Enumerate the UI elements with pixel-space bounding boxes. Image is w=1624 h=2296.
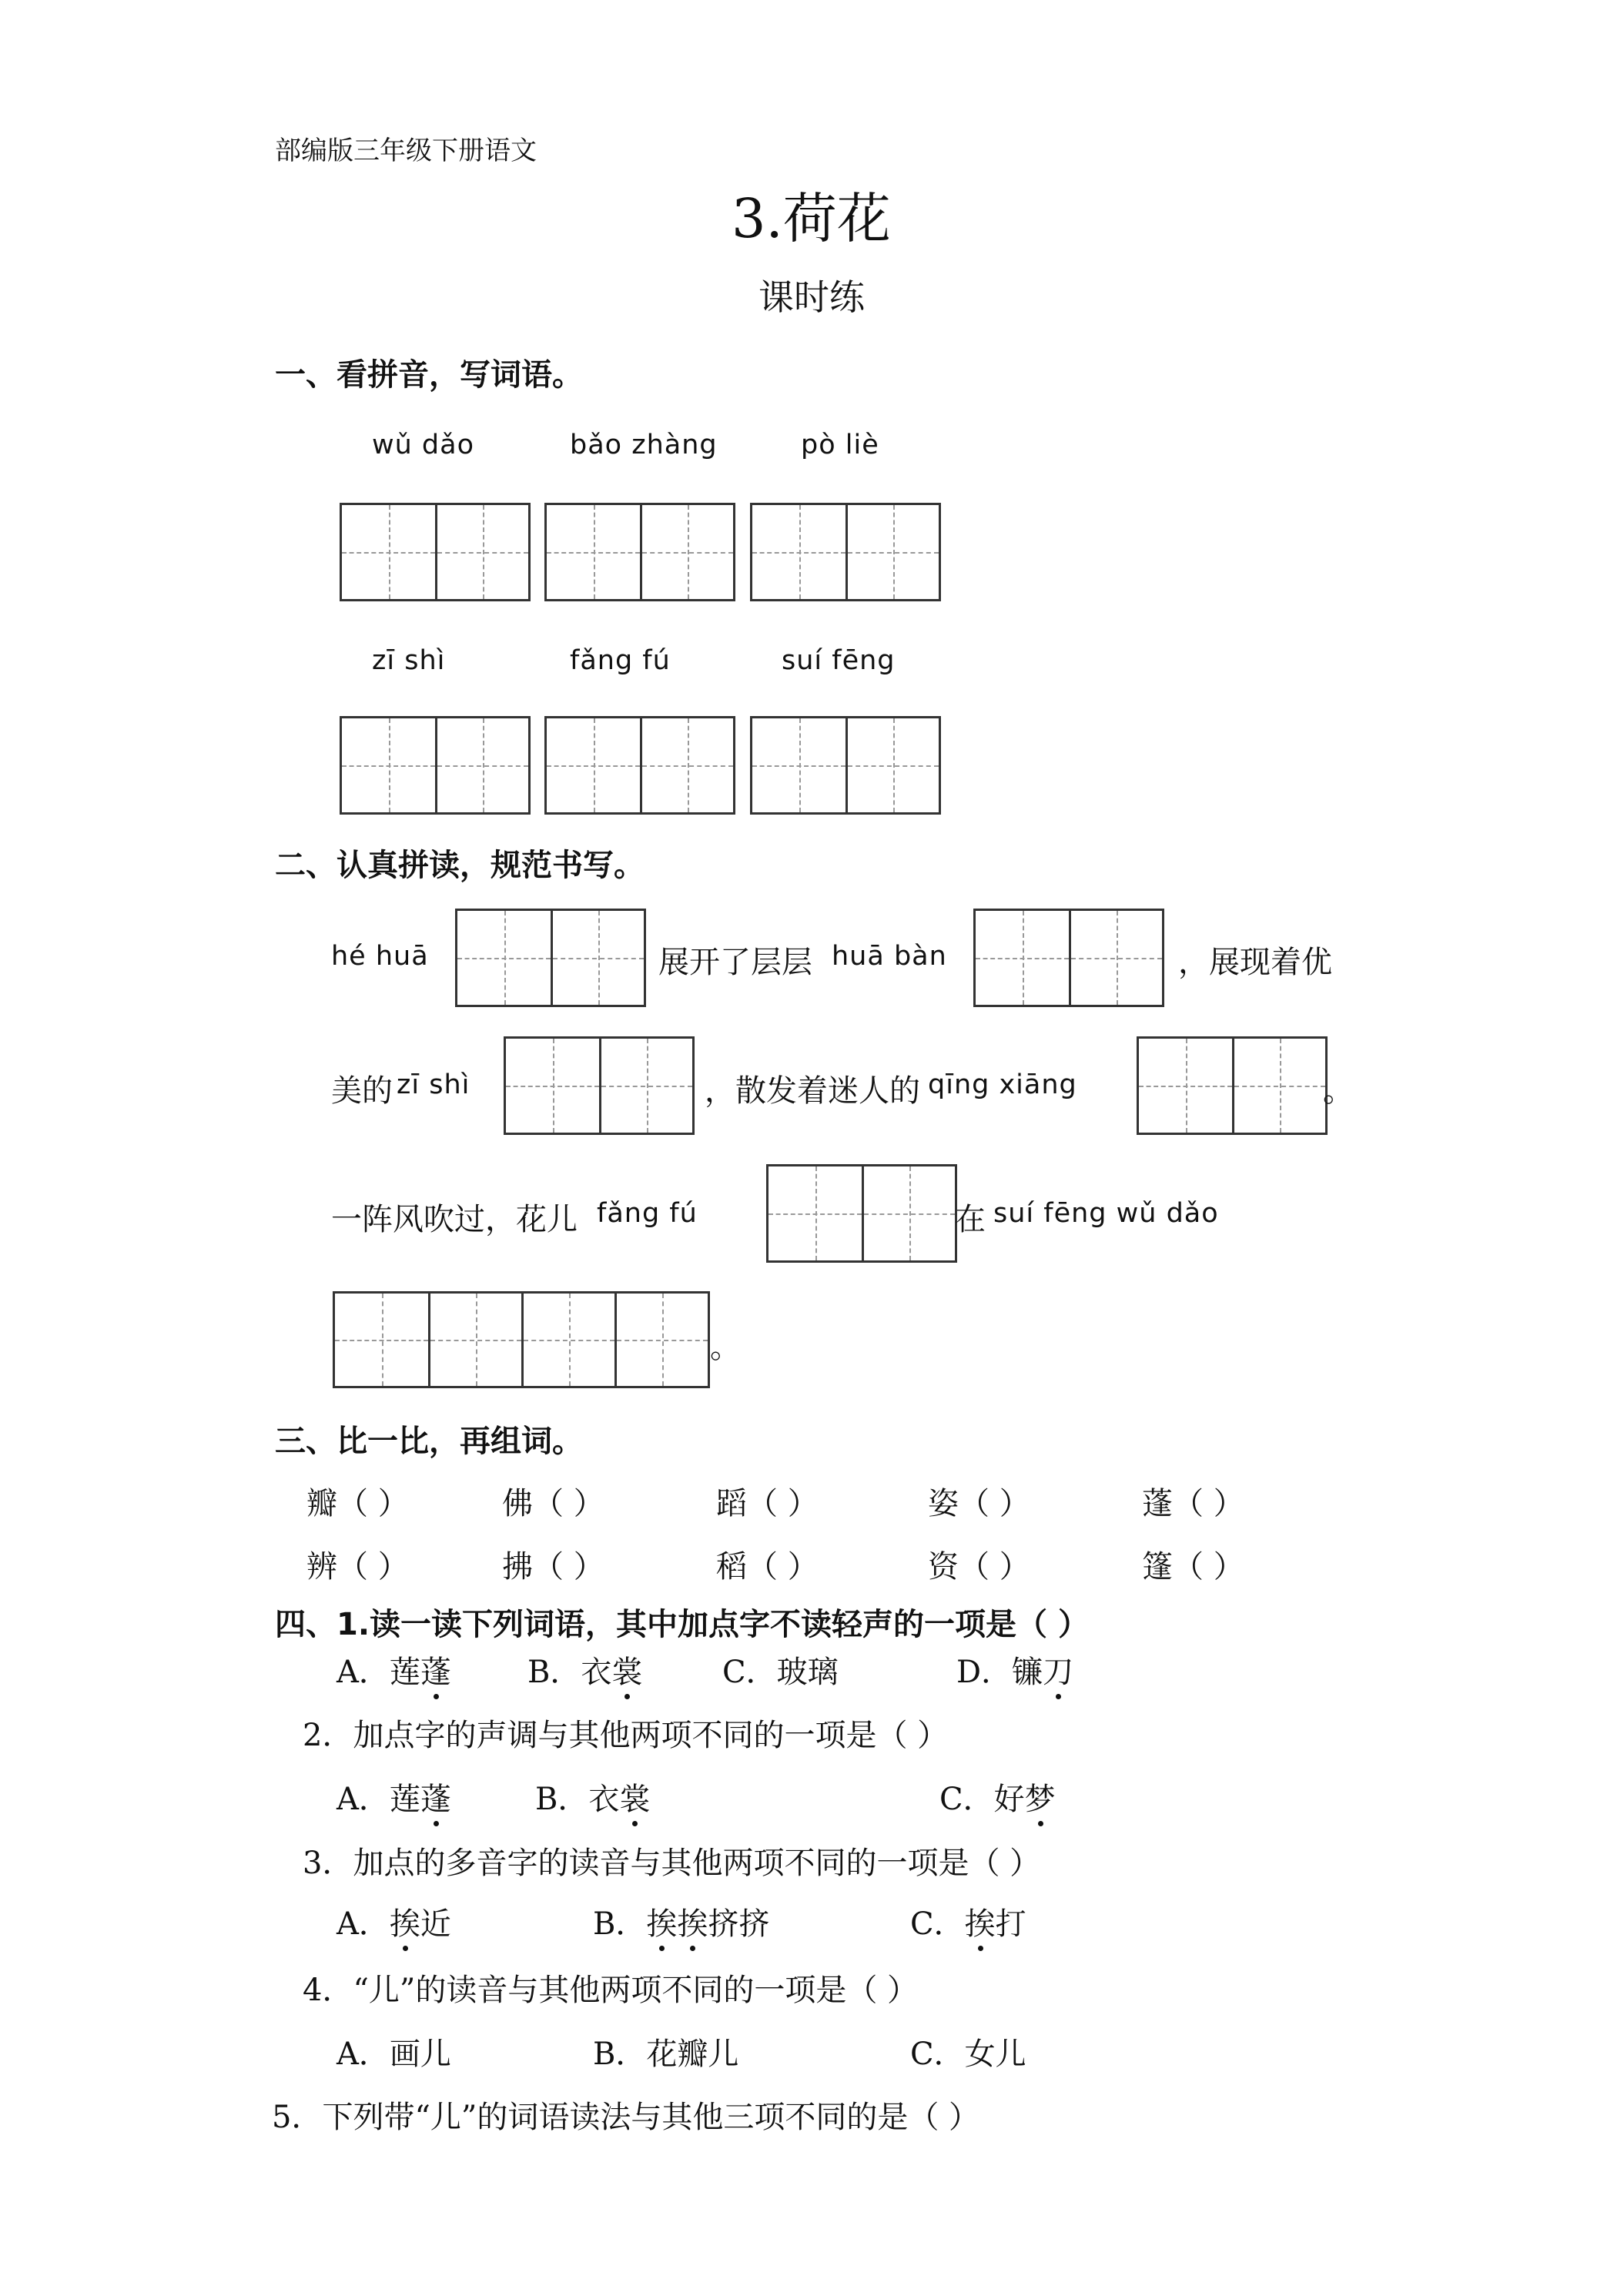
writing-grid-polie[interactable] (750, 503, 941, 601)
option-d[interactable]: D．镰刀 (956, 1648, 1073, 1692)
question-5: 5．下列带“儿”的词语读法与其他三项不同的是（ ） (272, 2100, 980, 2135)
writing-grid-qingxiang[interactable] (1137, 1036, 1328, 1135)
option-c[interactable]: C．挨打 (910, 1899, 1026, 1943)
writing-grid-huaban[interactable] (973, 909, 1164, 1007)
compare-item[interactable]: 篷（ ） (1142, 1549, 1244, 1585)
pinyin-hehua: hé huā (331, 941, 429, 972)
option-c[interactable]: C．好梦 (939, 1775, 1056, 1819)
writing-grid-fangfu[interactable] (544, 716, 735, 815)
writing-grid-hehua[interactable] (455, 909, 646, 1007)
sentence-text: 。 (1323, 1073, 1354, 1109)
writing-grid-suifengwudao[interactable] (333, 1291, 710, 1388)
pinyin-qingxiang: qīng xiāng (928, 1069, 1077, 1100)
sentence-text: ，散发着迷人的 (705, 1073, 920, 1109)
section-1-heading: 一、看拼音，写词语。 (275, 357, 583, 393)
compare-item[interactable]: 姿（ ） (928, 1486, 1030, 1521)
section-2-heading: 二、认真拼读，规范书写。 (275, 848, 645, 883)
sentence-text: 。 (710, 1330, 741, 1365)
option-a[interactable]: A．莲蓬 (337, 1775, 451, 1819)
compare-item[interactable]: 瓣（ ） (306, 1486, 409, 1521)
compare-item[interactable]: 资（ ） (928, 1549, 1030, 1585)
compare-item[interactable]: 蹈（ ） (716, 1486, 819, 1521)
sentence-text: 在 (955, 1202, 986, 1237)
writing-grid-wudao[interactable] (340, 503, 531, 601)
option-b[interactable]: B．花瓣儿 (593, 2037, 739, 2072)
question-4: 4．“儿”的读音与其他两项不同的一项是（ ） (303, 1973, 919, 2008)
writing-grid-zishi[interactable] (340, 716, 531, 815)
pinyin-zishi-2: zī shì (397, 1069, 470, 1100)
pinyin-baozhang: bǎo zhàng (570, 430, 718, 460)
option-a[interactable]: A．莲蓬 (337, 1648, 451, 1692)
page-title: 3.荷花 (732, 187, 891, 250)
option-a[interactable]: A．挨近 (337, 1899, 451, 1943)
sentence-text: 展开了层层 (658, 945, 812, 980)
writing-grid-baozhang[interactable] (544, 503, 735, 601)
compare-item[interactable]: 辨（ ） (306, 1549, 409, 1585)
pinyin-wudao: wǔ dǎo (372, 430, 475, 460)
question-1: 四、1.读一读下列词语，其中加点字不读轻声的一项是（ ） (275, 1607, 1089, 1642)
compare-item[interactable]: 拂（ ） (502, 1549, 604, 1585)
compare-item[interactable]: 蓬（ ） (1142, 1486, 1244, 1521)
option-b[interactable]: B．挨挨挤挤 (593, 1899, 769, 1943)
pinyin-suifeng: suí fēng (782, 645, 896, 676)
compare-item[interactable]: 稻（ ） (716, 1549, 819, 1585)
option-c[interactable]: C．玻璃 (722, 1655, 839, 1690)
option-b[interactable]: B．衣裳 (527, 1648, 642, 1692)
pinyin-suifengwudao: suí fēng wǔ dǎo (993, 1198, 1219, 1229)
pinyin-zishi: zī shì (372, 645, 446, 676)
pinyin-fangfu: fǎng fú (570, 645, 671, 676)
sentence-text: 美的 (331, 1073, 393, 1109)
option-a[interactable]: A．画儿 (337, 2037, 451, 2072)
textbook-label: 部编版三年级下册语文 (275, 136, 537, 166)
pinyin-fangfu-2: fǎng fú (597, 1198, 698, 1229)
option-b[interactable]: B．衣裳 (535, 1775, 650, 1819)
writing-grid-suifeng[interactable] (750, 716, 941, 815)
pinyin-huaban: huā bàn (832, 941, 947, 972)
question-2: 2．加点字的声调与其他两项不同的一项是（ ） (303, 1718, 949, 1753)
page-subtitle: 课时练 (758, 276, 865, 318)
compare-item[interactable]: 佛（ ） (502, 1486, 604, 1521)
sentence-text: ，展现着优 (1178, 945, 1332, 980)
section-3-heading: 三、比一比，再组词。 (275, 1424, 583, 1459)
option-c[interactable]: C．女儿 (910, 2037, 1026, 2072)
writing-grid-fangfu-2[interactable] (766, 1164, 957, 1263)
sentence-text: 一阵风吹过，花儿 (331, 1202, 578, 1237)
pinyin-polie: pò liè (801, 430, 879, 460)
writing-grid-zishi-2[interactable] (504, 1036, 695, 1135)
question-3: 3．加点的多音字的读音与其他两项不同的一项是（ ） (303, 1846, 1041, 1881)
